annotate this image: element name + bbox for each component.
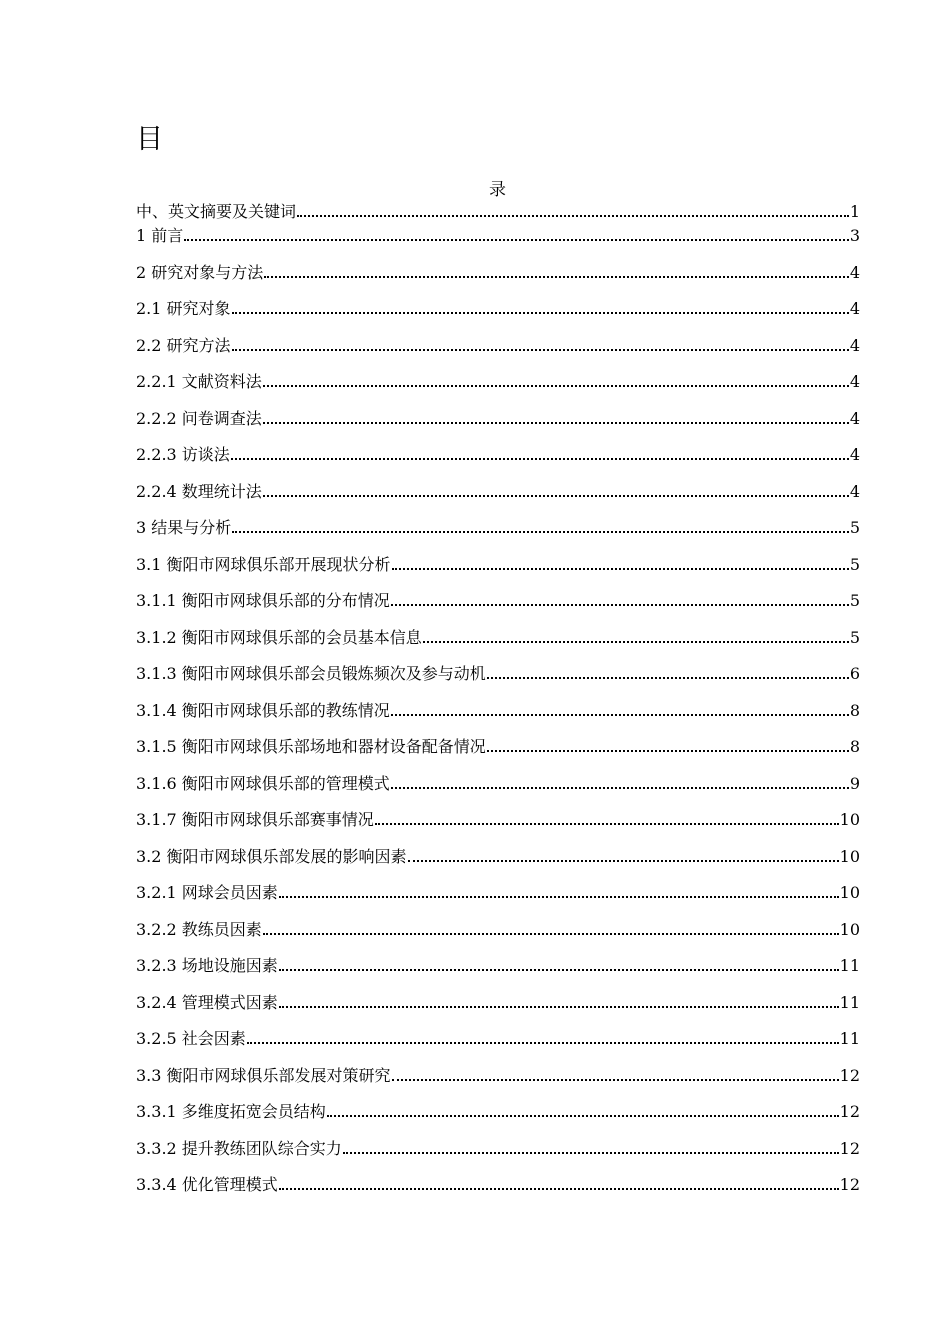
toc-leader-dots	[423, 641, 849, 643]
toc-entry-label: 2.1 研究对象	[136, 299, 231, 318]
toc-leader-dots	[264, 276, 849, 278]
toc-leader-dots	[263, 933, 839, 935]
toc-entry[interactable]	[136, 700, 860, 722]
toc-entry[interactable]	[136, 1174, 860, 1196]
toc-entry[interactable]	[136, 773, 860, 795]
toc-leader-dots	[392, 1079, 839, 1081]
toc-entry-label: 3.3 衡阳市网球俱乐部发展对策研究	[136, 1066, 391, 1085]
toc-entry-label: 3.1.6 衡阳市网球俱乐部的管理模式	[136, 774, 390, 793]
toc-entry-label: 中、英文摘要及关键词	[136, 202, 297, 221]
toc-entry-page: 4	[849, 409, 860, 428]
toc-leader-dots	[279, 1188, 839, 1190]
toc-entry-page: 11	[839, 1029, 860, 1048]
toc-entry[interactable]	[136, 1101, 860, 1123]
toc-entry-page: 5	[849, 591, 860, 610]
toc-entry-label: 2.2.4 数理统计法	[136, 482, 262, 501]
toc-entry[interactable]	[136, 554, 860, 576]
toc-entry[interactable]	[136, 1065, 860, 1087]
toc-entry[interactable]	[136, 262, 860, 284]
toc-entry-page: 4	[849, 482, 860, 501]
toc-leader-dots	[231, 458, 849, 460]
toc-entry-label: 3.1.5 衡阳市网球俱乐部场地和器材设备配备情况	[136, 737, 486, 756]
toc-entry-label: 3.3.2 提升教练团队综合实力	[136, 1139, 342, 1158]
toc-leader-dots	[408, 860, 839, 862]
toc-leader-dots	[279, 969, 839, 971]
toc-entry-label: 2.2.3 访谈法	[136, 445, 230, 464]
toc-entry-page: 3	[849, 226, 860, 245]
toc-entry[interactable]	[136, 627, 860, 649]
toc-entry-label: 3.2.2 教练员因素	[136, 920, 262, 939]
toc-title-second-char: 录	[489, 180, 506, 200]
toc-entry-page: 12	[839, 1102, 860, 1121]
toc-leader-dots	[263, 495, 849, 497]
toc-entry-page: 4	[849, 336, 860, 355]
toc-leader-dots	[343, 1152, 839, 1154]
toc-leader-dots	[232, 349, 849, 351]
toc-entry-page: 12	[839, 1066, 860, 1085]
toc-entry[interactable]	[136, 335, 860, 357]
toc-entry[interactable]	[136, 408, 860, 430]
toc-entry-label: 3.2.1 网球会员因素	[136, 883, 278, 902]
toc-entry-page: 11	[839, 993, 860, 1012]
toc-leader-dots	[263, 422, 849, 424]
toc-entry[interactable]	[136, 846, 860, 868]
toc-entry[interactable]	[136, 1028, 860, 1050]
toc-entry-page: 5	[849, 628, 860, 647]
toc-entry-page: 8	[849, 737, 860, 756]
toc-entry[interactable]	[136, 444, 860, 466]
toc-title-first-char: 目	[136, 124, 163, 155]
toc-entry-page: 4	[849, 372, 860, 391]
toc-leader-dots	[391, 714, 849, 716]
toc-entry-page: 10	[839, 810, 860, 829]
toc-leader-dots	[487, 750, 849, 752]
toc-entry-page: 9	[849, 774, 860, 793]
toc-entry-label: 3.2.5 社会因素	[136, 1029, 246, 1048]
toc-entry[interactable]	[136, 1138, 860, 1160]
toc-leader-dots	[263, 385, 849, 387]
toc-entry[interactable]	[136, 590, 860, 612]
toc-entry-page: 10	[839, 883, 860, 902]
toc-entry-page: 6	[849, 664, 860, 683]
toc-entry[interactable]	[136, 919, 860, 941]
toc-entry-page: 5	[849, 518, 860, 537]
toc-entry[interactable]	[136, 809, 860, 831]
toc-entry-page: 5	[849, 555, 860, 574]
toc-leader-dots	[184, 239, 849, 241]
toc-entry-page: 4	[849, 445, 860, 464]
toc-entry-label: 3.2.4 管理模式因素	[136, 993, 278, 1012]
toc-entry[interactable]	[136, 201, 860, 223]
toc-entry-page: 1	[849, 202, 860, 221]
toc-entry-label: 2.2.2 问卷调查法	[136, 409, 262, 428]
toc-entry[interactable]	[136, 736, 860, 758]
toc-leader-dots	[487, 677, 849, 679]
toc-entry[interactable]	[136, 955, 860, 977]
toc-entry-label: 3.3.4 优化管理模式	[136, 1175, 278, 1194]
toc-entry[interactable]	[136, 225, 860, 247]
toc-entry[interactable]	[136, 371, 860, 393]
toc-leader-dots	[375, 823, 839, 825]
toc-leader-dots	[279, 896, 839, 898]
toc-entry-label: 3.3.1 多维度拓宽会员结构	[136, 1102, 326, 1121]
toc-entry-page: 12	[839, 1175, 860, 1194]
toc-leader-dots	[297, 215, 849, 217]
toc-entry-label: 2.2.1 文献资料法	[136, 372, 262, 391]
toc-entry-page: 4	[849, 299, 860, 318]
toc-entry-label: 3 结果与分析	[136, 518, 232, 537]
toc-entry-label: 3.1.2 衡阳市网球俱乐部的会员基本信息	[136, 628, 422, 647]
toc-entry-page: 11	[839, 956, 860, 975]
toc-leader-dots	[232, 531, 849, 533]
toc-leader-dots	[392, 568, 849, 570]
toc-entry-page: 10	[839, 847, 860, 866]
toc-entry-label: 2 研究对象与方法	[136, 263, 264, 282]
toc-entry-page: 12	[839, 1139, 860, 1158]
toc-entry-label: 3.2.3 场地设施因素	[136, 956, 278, 975]
toc-leader-dots	[279, 1006, 839, 1008]
toc-entry-label: 3.2 衡阳市网球俱乐部发展的影响因素	[136, 847, 407, 866]
toc-entry-label: 3.1.3 衡阳市网球俱乐部会员锻炼频次及参与动机	[136, 664, 486, 683]
toc-leader-dots	[247, 1042, 839, 1044]
toc-entry[interactable]	[136, 517, 860, 539]
toc-entry-label: 3.1 衡阳市网球俱乐部开展现状分析	[136, 555, 391, 574]
toc-leader-dots	[232, 312, 849, 314]
toc-entry-label: 1 前言	[136, 226, 184, 245]
toc-entry-page: 8	[849, 701, 860, 720]
toc-entry[interactable]	[136, 481, 860, 503]
toc-entry[interactable]	[136, 992, 860, 1014]
toc-entry-label: 2.2 研究方法	[136, 336, 231, 355]
toc-entry-label: 3.1.4 衡阳市网球俱乐部的教练情况	[136, 701, 390, 720]
toc-entry-page: 10	[839, 920, 860, 939]
toc-leader-dots	[327, 1115, 839, 1117]
toc-entry[interactable]	[136, 663, 860, 685]
toc-entry-label: 3.1.1 衡阳市网球俱乐部的分布情况	[136, 591, 390, 610]
toc-entry[interactable]	[136, 882, 860, 904]
toc-entry-page: 4	[849, 263, 860, 282]
toc-entry-label: 3.1.7 衡阳市网球俱乐部赛事情况	[136, 810, 374, 829]
toc-leader-dots	[391, 604, 849, 606]
toc-leader-dots	[391, 787, 849, 789]
toc-entry[interactable]	[136, 298, 860, 320]
